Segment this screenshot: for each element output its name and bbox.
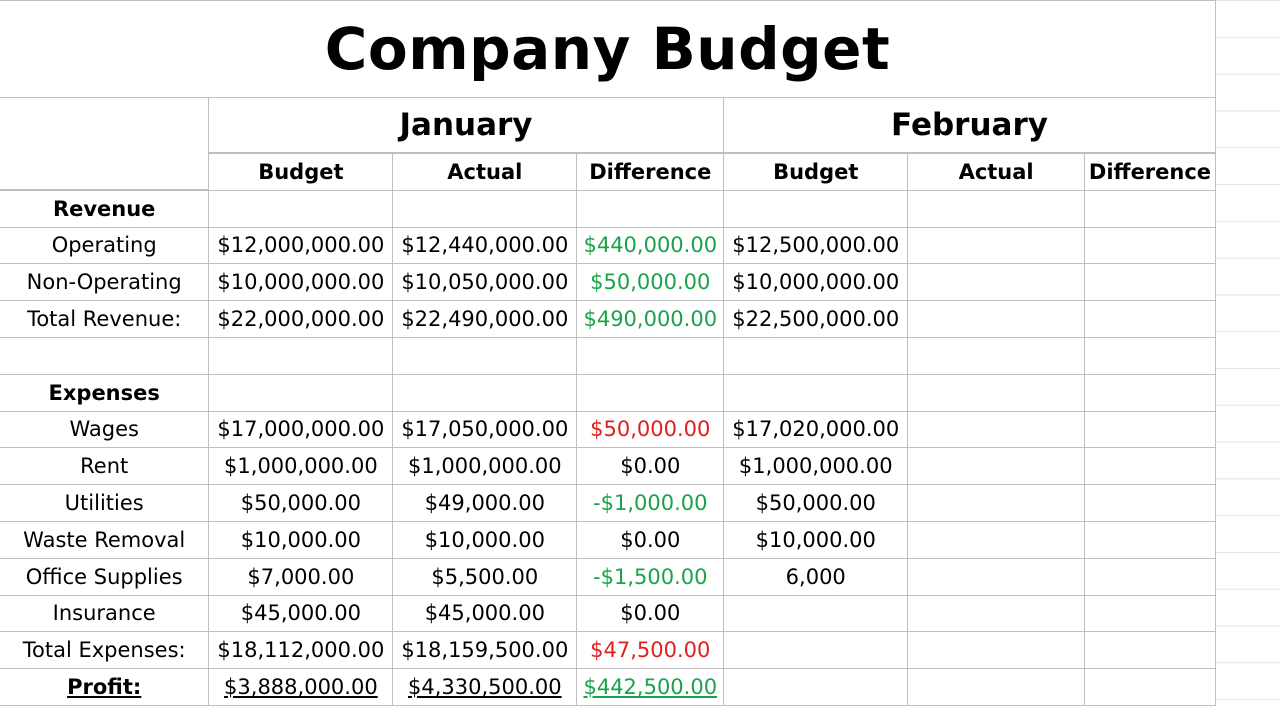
cell[interactable] (908, 485, 1085, 522)
cell[interactable] (908, 632, 1085, 669)
column-header-difference[interactable]: Difference (577, 154, 724, 191)
row-label[interactable]: Expenses (0, 374, 209, 411)
cell[interactable]: $10,000.00 (209, 521, 393, 558)
cell[interactable]: -$1,000.00 (577, 485, 724, 522)
row-label[interactable]: Revenue (0, 190, 209, 227)
title-cell[interactable] (0, 0, 1216, 98)
row-label[interactable]: Rent (0, 448, 209, 485)
cell[interactable] (1084, 337, 1215, 374)
cell[interactable]: $440,000.00 (577, 227, 724, 264)
cell[interactable] (1084, 264, 1215, 301)
cell[interactable] (908, 190, 1085, 227)
cell[interactable] (908, 558, 1085, 595)
table-row (0, 411, 1216, 448)
cell[interactable] (1084, 374, 1215, 411)
cell[interactable]: $17,050,000.00 (393, 411, 577, 448)
row-label[interactable]: Waste Removal (0, 521, 209, 558)
row-label[interactable]: Operating (0, 227, 209, 264)
cell[interactable] (393, 374, 577, 411)
cell[interactable]: $18,159,500.00 (393, 632, 577, 669)
cell[interactable]: $50,000.00 (577, 411, 724, 448)
column-header-difference[interactable]: Difference (1084, 154, 1215, 191)
cell[interactable]: $22,490,000.00 (393, 301, 577, 338)
cell[interactable] (393, 190, 577, 227)
cell[interactable]: $10,050,000.00 (393, 264, 577, 301)
cell[interactable] (393, 337, 577, 374)
row-label[interactable]: Total Revenue: (0, 301, 209, 338)
cell[interactable] (1084, 558, 1215, 595)
cell[interactable] (908, 227, 1085, 264)
cell[interactable] (1084, 227, 1215, 264)
cell[interactable]: $17,020,000.00 (724, 411, 908, 448)
cell[interactable]: $49,000.00 (393, 485, 577, 522)
column-header-row (0, 154, 1216, 191)
cell[interactable] (724, 337, 908, 374)
profit-row (0, 669, 1216, 706)
cell[interactable]: $1,000,000.00 (209, 448, 393, 485)
cell[interactable] (908, 411, 1085, 448)
cell[interactable] (908, 301, 1085, 338)
cell[interactable]: $18,112,000.00 (209, 632, 393, 669)
cell[interactable] (724, 595, 908, 632)
cell[interactable]: 6,000 (724, 558, 908, 595)
column-header-budget[interactable]: Budget (209, 154, 393, 191)
cell[interactable] (577, 190, 724, 227)
table-row (0, 448, 1216, 485)
cell[interactable] (908, 448, 1085, 485)
cell[interactable]: $12,000,000.00 (209, 227, 393, 264)
row-label[interactable]: Utilities (0, 485, 209, 522)
cell[interactable] (1084, 485, 1215, 522)
cell[interactable]: $45,000.00 (209, 595, 393, 632)
row-label[interactable]: Non-Operating (0, 264, 209, 301)
cell[interactable] (1084, 595, 1215, 632)
month-header-january[interactable] (209, 98, 724, 153)
section-row (0, 374, 1216, 411)
cell[interactable]: $22,000,000.00 (209, 301, 393, 338)
table-row (0, 485, 1216, 522)
cell[interactable]: $0.00 (577, 448, 724, 485)
cell[interactable] (908, 264, 1085, 301)
row-label[interactable]: Insurance (0, 595, 209, 632)
table-row (0, 595, 1216, 632)
row-label[interactable]: Profit: (0, 669, 209, 706)
cell[interactable] (908, 337, 1085, 374)
row-label[interactable]: Wages (0, 411, 209, 448)
table-row (0, 632, 1216, 669)
row-label[interactable] (0, 337, 209, 374)
table-row (0, 264, 1216, 301)
column-header-actual[interactable]: Actual (908, 154, 1085, 191)
cell[interactable] (209, 337, 393, 374)
cell[interactable]: $10,000.00 (393, 521, 577, 558)
budget-table (0, 153, 1216, 706)
cell[interactable] (1084, 632, 1215, 669)
cell[interactable] (1084, 301, 1215, 338)
cell[interactable]: $50,000.00 (577, 264, 724, 301)
cell[interactable]: $22,500,000.00 (724, 301, 908, 338)
cell[interactable]: $3,888,000.00 (209, 669, 393, 706)
cell[interactable]: $442,500.00 (577, 669, 724, 706)
cell[interactable]: $12,500,000.00 (724, 227, 908, 264)
table-row (0, 301, 1216, 338)
cell[interactable] (0, 154, 209, 191)
cell[interactable] (724, 190, 908, 227)
cell[interactable] (908, 669, 1085, 706)
cell[interactable]: $5,500.00 (393, 558, 577, 595)
cell[interactable]: $10,000.00 (724, 521, 908, 558)
page-title: Company Budget (324, 15, 891, 83)
table-row (0, 558, 1216, 595)
cell[interactable] (1084, 669, 1215, 706)
cell[interactable]: $0.00 (577, 595, 724, 632)
column-header-actual[interactable]: Actual (393, 154, 577, 191)
column-header-budget[interactable]: Budget (724, 154, 908, 191)
table-row (0, 227, 1216, 264)
row-label[interactable]: Total Expenses: (0, 632, 209, 669)
section-row (0, 190, 1216, 227)
cell[interactable]: $17,000,000.00 (209, 411, 393, 448)
cell[interactable]: $4,330,500.00 (393, 669, 577, 706)
cell[interactable]: $47,500.00 (577, 632, 724, 669)
cell[interactable]: $45,000.00 (393, 595, 577, 632)
cell[interactable]: $490,000.00 (577, 301, 724, 338)
cell[interactable] (209, 374, 393, 411)
table-row (0, 521, 1216, 558)
cell[interactable] (577, 337, 724, 374)
cell[interactable]: $10,000,000.00 (724, 264, 908, 301)
cell[interactable]: $50,000.00 (209, 485, 393, 522)
cell[interactable]: $0.00 (577, 521, 724, 558)
cell[interactable] (908, 374, 1085, 411)
cell[interactable]: $7,000.00 (209, 558, 393, 595)
table-row (0, 337, 1216, 374)
cell[interactable] (1084, 448, 1215, 485)
cell[interactable] (724, 374, 908, 411)
background-gridlines (1216, 0, 1280, 720)
month-label: February (891, 107, 1048, 143)
cell[interactable]: $50,000.00 (724, 485, 908, 522)
cell[interactable]: $1,000,000.00 (393, 448, 577, 485)
cell[interactable] (908, 595, 1085, 632)
cell[interactable]: $1,000,000.00 (724, 448, 908, 485)
cell[interactable] (908, 521, 1085, 558)
cell[interactable] (724, 632, 908, 669)
cell[interactable] (1084, 411, 1215, 448)
cell[interactable] (1084, 521, 1215, 558)
cell[interactable]: $12,440,000.00 (393, 227, 577, 264)
cell[interactable]: -$1,500.00 (577, 558, 724, 595)
month-header-february[interactable] (724, 98, 1216, 153)
cell[interactable] (1084, 190, 1215, 227)
cell[interactable] (209, 190, 393, 227)
cell[interactable]: $10,000,000.00 (209, 264, 393, 301)
row-label[interactable]: Office Supplies (0, 558, 209, 595)
cell[interactable] (577, 374, 724, 411)
month-label: January (399, 107, 533, 143)
cell[interactable] (724, 669, 908, 706)
